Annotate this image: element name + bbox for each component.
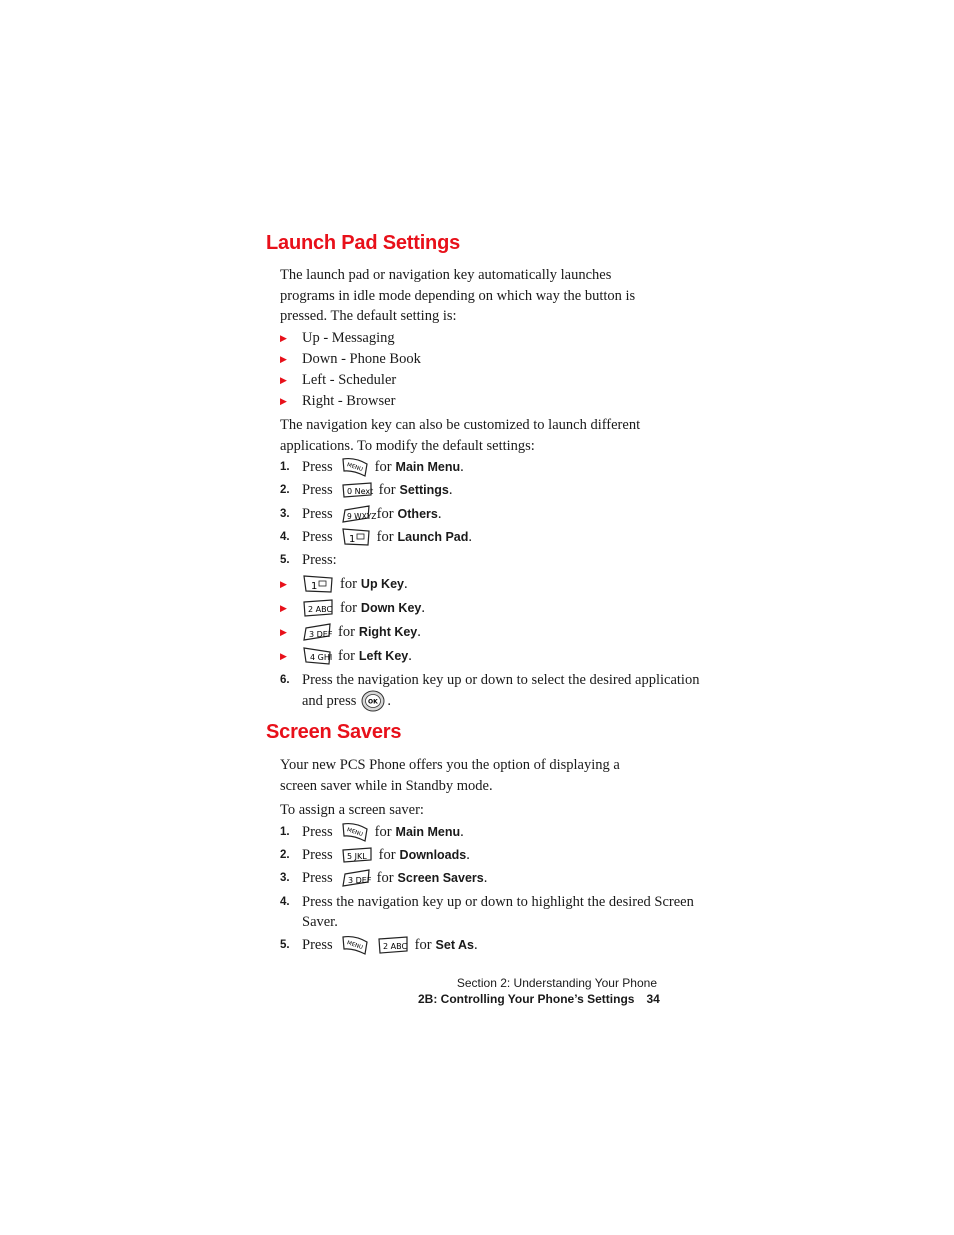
footer-section: Section 2: Understanding Your Phone: [456, 976, 657, 990]
list-item: ▶ Left - Scheduler: [280, 371, 397, 388]
screen-savers-heading: Screen Savers: [266, 721, 402, 743]
step-2: 2. Press 0 Next for Settings .: [280, 481, 453, 498]
customize-intro: The navigation key can also be customized to launch different applications. To modify the default settings:: [280, 417, 641, 454]
screen-savers-intro: Your new PCS Phone offers you the option of displaying a screen saver while in Standby mode.: [280, 757, 620, 794]
step-3: 3. Press 3 DEF for Screen Savers .: [280, 867, 487, 889]
four-key-icon: [302, 646, 332, 666]
footer-chapter: 2B: Controlling Your Phone’s Settings 34: [418, 992, 660, 1006]
bullet-icon: ▶: [280, 353, 287, 364]
step-6-continued: and press OK .: [302, 690, 391, 712]
bullet-icon: ▶: [280, 374, 287, 385]
ok-key-icon: [361, 690, 385, 712]
bullet-icon: ▶: [280, 626, 287, 637]
svg-text:4 GHI: 4 GHI: [310, 653, 333, 662]
svg-text:2 ABC: 2 ABC: [382, 942, 407, 951]
two-key-icon: [377, 935, 409, 955]
page-number: 34: [646, 992, 660, 1006]
step-5: 5. Press:: [280, 551, 337, 568]
nine-key-icon: [341, 504, 377, 524]
svg-text:MENU: MENU: [345, 462, 364, 474]
step-1: 1. Press MENU for Main Menu .: [280, 821, 464, 843]
step-2: 2. Press 5 JKL for Downloads .: [280, 846, 470, 863]
list-item: ▶ 2 ABC for Down Key .: [280, 597, 425, 619]
svg-text:3 DEF: 3 DEF: [347, 876, 372, 885]
menu-key-icon: [341, 456, 369, 478]
svg-text:1: 1: [311, 581, 318, 592]
three-key-icon: [341, 868, 371, 888]
bullet-icon: ▶: [280, 332, 287, 343]
list-item: ▶ Up - Messaging: [280, 329, 395, 346]
step-3: 3. Press 9 WXYZ for Others .: [280, 503, 441, 525]
bullet-icon: ▶: [280, 602, 287, 613]
assign-intro: To assign a screen saver:: [280, 802, 424, 818]
svg-text:MENU: MENU: [345, 940, 364, 952]
three-key-icon: [302, 622, 332, 642]
svg-text:3 DEF: 3 DEF: [309, 630, 333, 639]
five-key-icon: [341, 846, 373, 864]
svg-text:0 Next: 0 Next: [346, 487, 373, 496]
list-item: ▶ 1 for Up Key .: [280, 575, 408, 592]
svg-text:OK: OK: [368, 698, 379, 706]
two-key-icon: [302, 598, 334, 618]
step-6: 6. Press the navigation key up or down to select the desired application: [280, 671, 700, 688]
launch-pad-heading: Launch Pad Settings: [266, 232, 461, 254]
step-4: 4. Press 1 for Launch Pad .: [280, 528, 473, 545]
svg-text:1: 1: [348, 534, 355, 545]
zero-key-icon: [341, 481, 373, 499]
step-4-continued: Saver.: [302, 913, 338, 930]
list-item: ▶ 3 DEF for Right Key .: [280, 621, 421, 643]
one-key-icon: [302, 574, 334, 594]
menu-key-icon: [341, 934, 369, 956]
one-key-icon: [341, 527, 371, 547]
bullet-icon: ▶: [280, 578, 287, 589]
launch-pad-intro: The launch pad or navigation key automatically launches programs in idle mode depending on which way the button is pressed. The default setting is:: [280, 267, 636, 324]
svg-text:5 JKL: 5 JKL: [346, 852, 367, 861]
svg-text:2 ABC: 2 ABC: [308, 605, 333, 614]
step-4: 4. Press the navigation key up or down to highlight the desired Screen: [280, 893, 694, 910]
list-item: ▶ Right - Browser: [280, 392, 396, 409]
menu-key-icon: [341, 821, 369, 843]
svg-text:9 WXYZ: 9 WXYZ: [346, 512, 377, 521]
list-item: ▶ 4 GHI for Left Key .: [280, 645, 412, 667]
bullet-icon: ▶: [280, 395, 287, 406]
list-item: ▶ Down - Phone Book: [280, 350, 421, 367]
bullet-icon: ▶: [280, 650, 287, 661]
step-1: 1. Press MENU for Main Menu .: [280, 456, 464, 478]
svg-text:MENU: MENU: [345, 827, 364, 839]
step-5: 5. Press MENU 2 ABC for Set As .: [280, 934, 478, 956]
